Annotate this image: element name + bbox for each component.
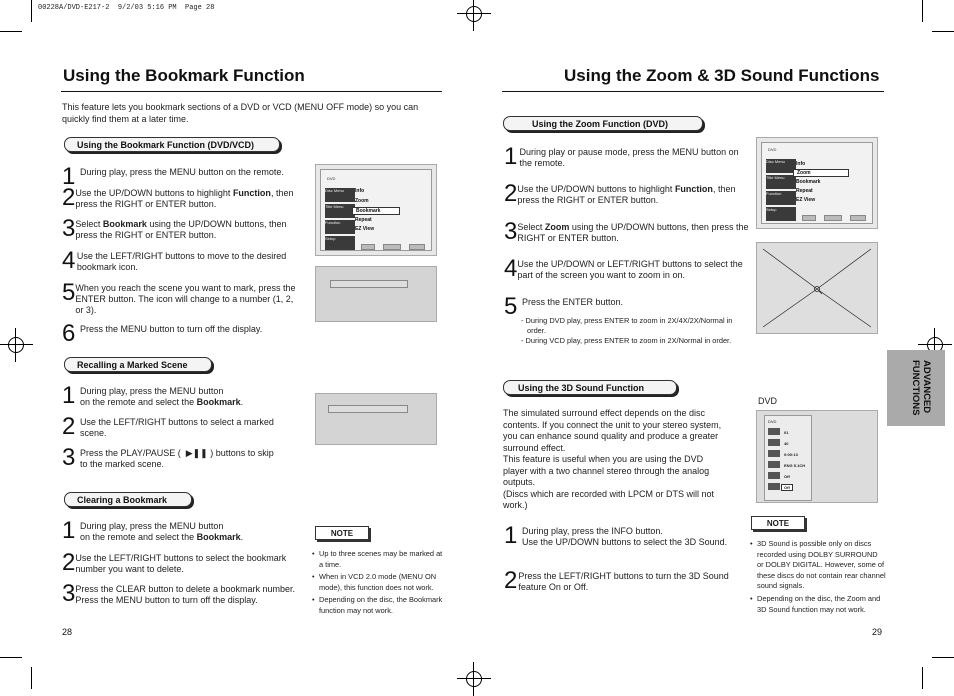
menu-sidebar-item: Disc Menu <box>325 188 355 202</box>
zoom-sub-note: - During VCD play, press ENTER to zoom in 2X/Normal in order. <box>521 336 732 345</box>
intro-text: This feature lets you bookmark sections of a DVD or VCD (MENU OFF mode) so you can quickly find them at a later time. <box>62 102 419 124</box>
menu-button <box>850 215 866 221</box>
menu-button <box>361 244 375 250</box>
note-list <box>312 549 444 619</box>
step <box>504 180 749 207</box>
menu-item: Repeat <box>355 217 372 223</box>
step-text: Use the LEFT/RIGHT buttons to select the bookmark number you want to delete. <box>75 553 287 574</box>
info-icon-column <box>768 428 780 494</box>
info-row: Off <box>781 484 793 491</box>
crop-mark <box>31 667 32 689</box>
step-number: 1 <box>504 143 518 170</box>
step <box>504 522 744 549</box>
info-row: 01 <box>784 430 789 435</box>
step <box>62 580 302 607</box>
page-number: 29 <box>872 627 883 637</box>
sound-intro: The simulated surround effect depends on the disc contents. If you connect the unit to your stereo system, you can enhance sound quality and produce a greater surround effect. This feature is useful when you are using the DVD player with a two channel stereo through the analog outputs. (Discs which are recorded with LPCM or DTS will not work.) <box>503 408 722 510</box>
menu-sidebar-item: Setup <box>766 207 796 221</box>
info-row: 40 <box>784 441 789 446</box>
step-text: Press the PLAY/PAUSE ( ▶❚❚ ) buttons to skip to the marked scene. <box>80 448 274 469</box>
step-number: 2 <box>62 549 76 576</box>
step <box>504 567 744 594</box>
note-item: • 3D Sound is possible only on discs recorded using DOLBY SURROUND or DOLBY DIGITAL. However, some of these discs do not contain rear channel sound signals. <box>750 539 886 592</box>
bookmark-bar <box>328 405 408 413</box>
step-number: 2 <box>62 413 76 440</box>
crop-mark <box>932 31 954 32</box>
step-number: 2 <box>504 180 518 207</box>
step <box>504 255 749 282</box>
bookmark-screenshot <box>315 266 437 322</box>
menu-sidebar-item: Setup <box>325 236 355 250</box>
step-number: 5 <box>62 279 76 306</box>
step <box>62 382 302 409</box>
note-item: • When in VCD 2.0 mode (MENU ON mode), this function does not work. <box>312 572 444 593</box>
step <box>62 163 302 190</box>
menu-item: Info <box>355 188 365 194</box>
menu-item-selected: Bookmark <box>352 207 400 215</box>
step-text: Use the UP/DOWN buttons to highlight Function, then press the RIGHT or ENTER button. <box>75 188 294 209</box>
step-number: 4 <box>62 247 76 274</box>
file-header: 00228A/DVD-E217-2 9/2/03 5:16 PM Page 28 <box>38 4 215 12</box>
bookmark-bar <box>330 280 408 288</box>
menu-sidebar-item: Disc Menu <box>766 159 796 173</box>
section-heading: Clearing a Bookmark <box>64 492 192 507</box>
step-number: 1 <box>62 517 76 544</box>
bookmark-screenshot <box>315 393 437 445</box>
menu-button <box>409 244 425 250</box>
crop-mark <box>932 657 954 658</box>
note-label: NOTE <box>751 516 805 530</box>
info-screenshot <box>756 410 878 503</box>
step-text: Press the ENTER button. <box>522 297 624 307</box>
menu-sidebar-item: Title Menu <box>325 204 355 218</box>
crop-mark <box>0 657 22 658</box>
step-text: Use the LEFT/RIGHT buttons to select a marked scene. <box>79 417 274 438</box>
page-title: Using the Bookmark Function <box>63 66 305 85</box>
step-number: 3 <box>62 444 76 471</box>
step-number: 5 <box>504 293 518 320</box>
step-number: 6 <box>62 320 76 347</box>
note-item: • Up to three scenes may be marked at a time. <box>312 549 444 570</box>
crop-mark <box>0 31 22 32</box>
note-label: NOTE <box>315 526 369 540</box>
page-number: 28 <box>62 627 73 637</box>
info-row: ENG 5.1CH <box>784 463 806 468</box>
step <box>62 444 302 471</box>
menu-item: Bookmark <box>796 179 821 185</box>
step <box>62 247 302 274</box>
step-text: Select Zoom using the UP/DOWN buttons, then press the RIGHT or ENTER button. <box>517 222 749 243</box>
info-row: 0:00:13 <box>784 452 798 457</box>
step <box>504 143 749 170</box>
title-rule <box>61 91 442 92</box>
step-number: 2 <box>62 184 76 211</box>
registration-mark <box>463 668 485 690</box>
step-number: 1 <box>62 382 76 409</box>
step-text: Use the LEFT/RIGHT buttons to move to the desired bookmark icon. <box>76 251 287 272</box>
side-tab <box>887 350 945 426</box>
step-text: During play, press the MENU button on the remote and select the Bookmark. <box>80 386 244 407</box>
step-text: During play, press the MENU button on the remote and select the Bookmark. <box>80 521 244 542</box>
step <box>62 413 302 440</box>
section-heading: Using the Bookmark Function (DVD/VCD) <box>64 137 280 152</box>
step-text: Press the MENU button to turn off the display. <box>80 324 263 334</box>
section-heading: Using the 3D Sound Function <box>503 380 677 395</box>
zoom-diagram <box>757 243 877 333</box>
step <box>62 549 302 576</box>
step <box>504 218 749 245</box>
note-item: • Depending on the disc, the Zoom and 3D Sound function may not work. <box>750 594 886 615</box>
disc-label: DVD <box>327 176 336 181</box>
step-number: 3 <box>504 218 518 245</box>
disc-label: DVD <box>768 419 777 424</box>
crop-mark <box>31 0 32 22</box>
step <box>62 184 302 211</box>
menu-button <box>824 215 842 221</box>
step-text: Press the CLEAR button to delete a bookmark number. Press the MENU button to turn off the display. <box>75 584 295 605</box>
step-number: 2 <box>504 567 518 594</box>
step <box>62 517 302 544</box>
menu-item-selected: Zoom <box>793 169 849 177</box>
note-item: • Depending on the disc, the Bookmark function may not work. <box>312 595 444 616</box>
registration-mark <box>5 334 27 356</box>
registration-mark <box>463 3 485 25</box>
title-rule <box>502 91 884 92</box>
step-text: Press the LEFT/RIGHT buttons to turn the 3D Sound feature On or Off. <box>518 571 729 592</box>
menu-button <box>802 215 816 221</box>
step-text: Select Bookmark using the UP/DOWN buttons, then press the RIGHT or ENTER button. <box>75 219 287 240</box>
menu-item: Repeat <box>796 188 813 194</box>
menu-sidebar-item: Function <box>766 191 796 205</box>
section-heading: Recalling a Marked Scene <box>64 357 212 372</box>
step-text: During play, press the INFO button. Use the UP/DOWN buttons to select the 3D Sound. <box>522 526 728 547</box>
section-heading: Using the Zoom Function (DVD) <box>503 116 703 131</box>
step-text: During play or pause mode, press the MENU button on the remote. <box>519 147 739 168</box>
disc-label: DVD <box>768 147 777 152</box>
step-text: During play, press the MENU button on the remote. <box>80 167 284 177</box>
menu-screenshot <box>756 137 878 229</box>
step-text: When you reach the scene you want to mark, press the ENTER button. The icon will change to a number (1, 2, or 3). <box>75 283 296 315</box>
info-row: Off <box>784 474 790 479</box>
menu-item: EZ View <box>355 226 375 232</box>
step-number: 3 <box>62 580 76 607</box>
menu-sidebar-item: Title Menu <box>766 175 796 189</box>
menu-button <box>383 244 401 250</box>
menu-item: EZ View <box>796 197 816 203</box>
menu-screenshot <box>315 164 437 256</box>
step-number: 3 <box>62 215 76 242</box>
step <box>62 320 302 347</box>
step <box>62 279 302 316</box>
menu-item: Zoom <box>355 198 369 204</box>
step <box>62 215 302 242</box>
note-list <box>750 539 886 617</box>
step <box>504 293 749 320</box>
menu-sidebar-item: Function <box>325 220 355 234</box>
step-number: 1 <box>504 522 518 549</box>
disc-type-label: DVD <box>758 396 778 406</box>
step-number: 4 <box>504 255 518 282</box>
zoom-sub-note: - During DVD play, press ENTER to zoom in 2X/4X/2X/Normal in order. <box>521 316 733 335</box>
step-text: Use the UP/DOWN or LEFT/RIGHT buttons to select the part of the screen you want to zoom in on. <box>517 259 743 280</box>
page-title: Using the Zoom & 3D Sound Functions <box>564 66 880 85</box>
crop-mark <box>922 0 923 22</box>
crop-mark <box>922 667 923 689</box>
side-tab-label: ADVANCED FUNCTIONS <box>910 360 932 416</box>
menu-item: Info <box>796 161 806 167</box>
step-text: Use the UP/DOWN buttons to highlight Function, then press the RIGHT or ENTER button. <box>517 184 736 205</box>
zoom-screenshot <box>756 242 878 334</box>
step-number: 1 <box>62 163 76 190</box>
